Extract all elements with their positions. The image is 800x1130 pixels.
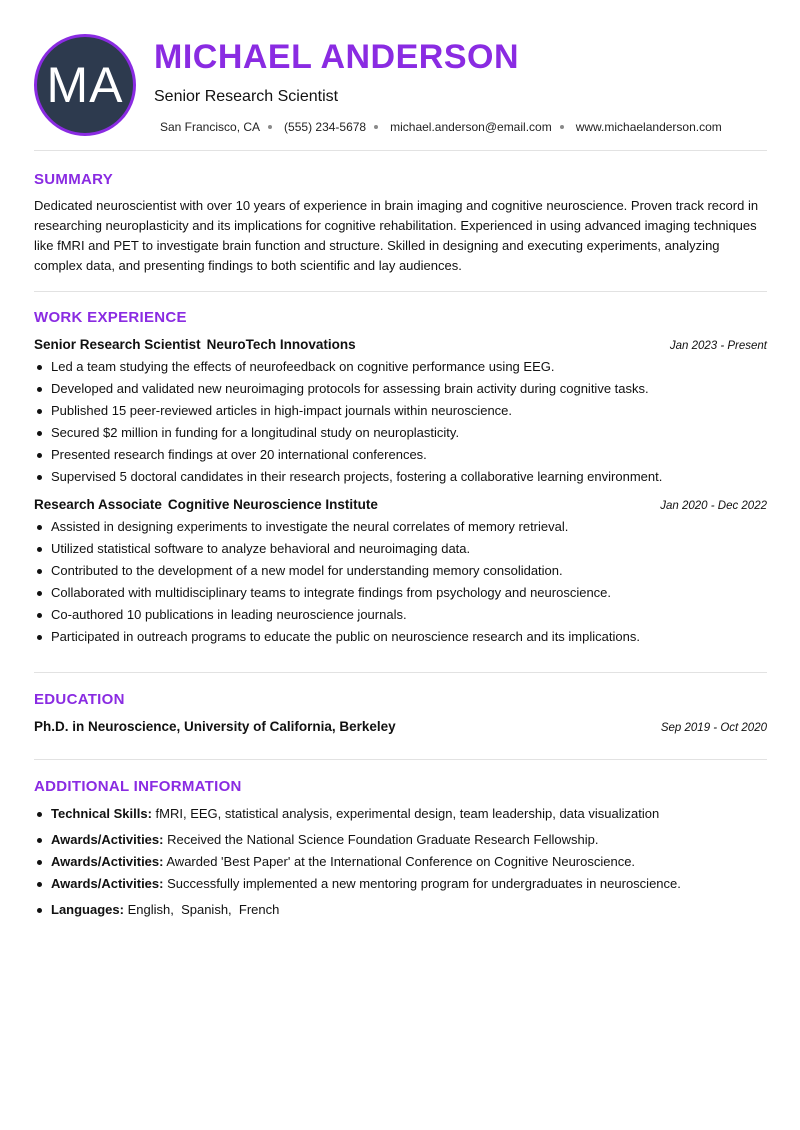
list-item: Utilized statistical software to analyze behavioral and neuroimaging data. (34, 538, 767, 560)
job-bullets (34, 516, 767, 648)
job-dates: Jan 2020 - Dec 2022 (660, 500, 767, 512)
education-dates: Sep 2019 - Oct 2020 (660, 722, 767, 734)
education-degree: Ph.D. in Neuroscience, University of California, Berkeley (34, 719, 396, 734)
item-value: Received the National Science Foundation Graduate Research Fellowship. (167, 832, 599, 847)
job-position: Research Associate (34, 497, 162, 512)
list-item: Secured $2 million in funding for a longitudinal study on neuroplasticity. (34, 422, 767, 444)
item-value: English, Spanish, French (127, 902, 280, 917)
separator-dot-icon (374, 125, 378, 129)
job-position: Senior Research Scientist (34, 337, 201, 352)
item-label: Languages: (51, 902, 124, 917)
list-item: Led a team studying the effects of neurofeedback on cognitive performance using EEG. (34, 356, 767, 378)
list-item: Presented research findings at over 20 international conferences. (34, 444, 767, 466)
avatar-initials: MA (46, 57, 124, 113)
resume-page (34, 0, 767, 921)
list-item (34, 899, 767, 921)
education-section (34, 673, 767, 734)
contact-phone: (555) 234-5678 (284, 120, 367, 134)
item-label: Technical Skills: (51, 806, 152, 821)
list-item: Supervised 5 doctoral candidates in their research projects, fostering a collaborative learning environment. (34, 466, 767, 488)
list-item: Contributed to the development of a new model for understanding memory consolidation. (34, 560, 767, 582)
additional-list (34, 803, 767, 921)
summary-title: SUMMARY (34, 171, 114, 188)
contact-bar (160, 120, 722, 134)
summary-text: Dedicated neuroscientist with over 10 years of experience in brain imaging and cognitive neuroscience. Proven track record in researching neuroplasticity and its implications for cognitive rehabilitation. Experienced in using advanced imaging techniques like fMRI and PET to investigate brain function and structure. Skilled in designing and executing experiments, analyzing complex data, and presenting findings to both scientific and lay audiences. (34, 198, 759, 273)
avatar (34, 34, 136, 136)
list-item (34, 851, 767, 873)
resume-header (34, 0, 767, 150)
education-title: EDUCATION (34, 691, 125, 708)
summary-section (34, 151, 767, 276)
candidate-name: MICHAEL ANDERSON (154, 38, 520, 76)
job-bullets (34, 356, 767, 488)
separator-dot-icon (560, 125, 564, 129)
experience-section (34, 292, 767, 648)
item-value: fMRI, EEG, statistical analysis, experimental design, team leadership, data visualization (155, 806, 660, 821)
list-item (34, 803, 767, 825)
job-entry (34, 337, 767, 488)
experience-title: WORK EXPERIENCE (34, 309, 187, 326)
job-company: NeuroTech Innovations (206, 337, 356, 352)
job-dates: Jan 2023 - Present (669, 340, 767, 352)
list-item: Assisted in designing experiments to investigate the neural correlates of memory retrieval. (34, 516, 767, 538)
list-item (34, 873, 767, 895)
item-value: Awarded 'Best Paper' at the International Conference on Cognitive Neuroscience. (166, 854, 636, 869)
contact-email[interactable]: michael.anderson@email.com (390, 120, 552, 134)
job-company: Cognitive Neuroscience Institute (167, 497, 378, 512)
list-item: Co-authored 10 publications in leading neuroscience journals. (34, 604, 767, 626)
separator-dot-icon (268, 125, 272, 129)
candidate-role: Senior Research Scientist (154, 88, 339, 105)
list-item (34, 829, 767, 851)
contact-location: San Francisco, CA (160, 120, 261, 134)
list-item: Collaborated with multidisciplinary teams to integrate findings from psychology and neuroscience. (34, 582, 767, 604)
additional-section (34, 760, 767, 921)
contact-website[interactable]: www.michaelanderson.com (575, 120, 722, 134)
item-label: Awards/Activities: (51, 832, 164, 847)
item-label: Awards/Activities: (51, 876, 164, 891)
list-item: Participated in outreach programs to educate the public on neuroscience research and its implications. (34, 626, 767, 648)
item-label: Awards/Activities: (51, 854, 164, 869)
additional-title: ADDITIONAL INFORMATION (34, 778, 242, 795)
item-value: Successfully implemented a new mentoring program for undergraduates in neuroscience. (167, 876, 681, 891)
list-item: Developed and validated new neuroimaging protocols for assessing brain activity during cognitive tasks. (34, 378, 767, 400)
list-item: Published 15 peer-reviewed articles in high-impact journals within neuroscience. (34, 400, 767, 422)
job-entry (34, 497, 767, 648)
